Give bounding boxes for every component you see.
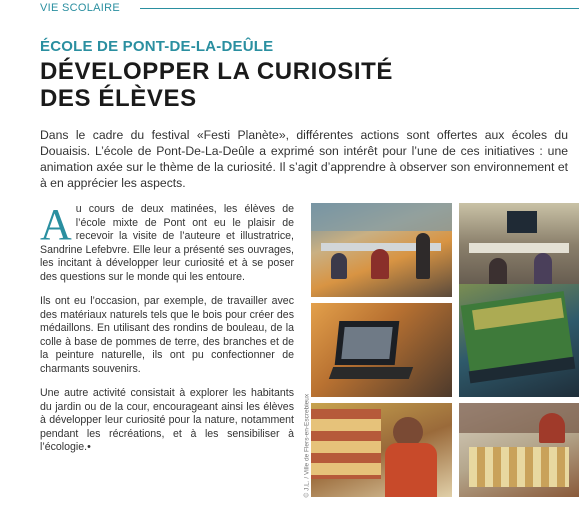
paragraph-2: Ils ont eu l’occasion, par exemple, de travailler avec des matériaux naturels tels que le bois pour créer des médaillons. En utilisant des rondins de bouleau, de la colle à base de pommes de terre, des branches et de la peinture naturelle, ils ont pu confectionner de charmants souvenirs. <box>40 295 294 375</box>
top-bar <box>0 0 579 22</box>
article-kicker: ÉCOLE DE PONT-DE-LA-DEÛLE <box>40 38 274 55</box>
title-line-2: DES ÉLÈVES <box>40 85 197 112</box>
photo-craft-table <box>459 403 579 497</box>
header-rule <box>140 8 579 9</box>
end-mark: • <box>87 441 91 453</box>
photo-books <box>459 284 579 397</box>
photo-credit-text: © J.L. / Ville de Flers-en-Escrebieux <box>303 393 311 498</box>
article-title <box>40 58 560 112</box>
paragraph-3 <box>40 387 294 455</box>
photo-classroom-students <box>311 203 452 297</box>
photo-library-reading <box>311 403 452 497</box>
drop-cap: A <box>40 200 72 249</box>
photo-credit <box>297 393 311 498</box>
photo-classroom-screen <box>459 203 579 297</box>
paragraph-3-text: Une autre activité consistait à explorer les habitants du jardin ou de la cour, encourageant ainsi les élèves à développer leur curiosité pour la nature, notamment pendant les récréations, et à les sensibiliser à l’écologie. <box>40 387 294 453</box>
article-lead: Dans le cadre du festival «Festi Planète», différentes actions sont offertes aux écoles du Douaisis. L’école de Pont-De-La-Deûle a exprimé son intérêt pour l’une de ces initiatives : une animation axée sur le thème de la curiosité. Il s’agit d’apprendre à observer son environnement et à en apprécier les aspects. <box>40 128 568 190</box>
paragraph-1 <box>40 200 294 284</box>
paragraph-1-text: u cours de deux matinées, les élèves de l’école mixte de Pont ont eu le plaisir de recevoir la visite de l’auteure et illustratrice, Sandrine Lefebvre. Elle leur a présenté ses ouvrages, les incitant à développer leur curiosité et à se poser des questions sur le monde qui les entoure. <box>40 203 294 283</box>
article-body <box>40 200 294 466</box>
photo-laptop <box>311 303 452 397</box>
title-line-1: DÉVELOPPER LA CURIOSITÉ <box>40 58 393 85</box>
section-label: VIE SCOLAIRE <box>40 2 121 14</box>
